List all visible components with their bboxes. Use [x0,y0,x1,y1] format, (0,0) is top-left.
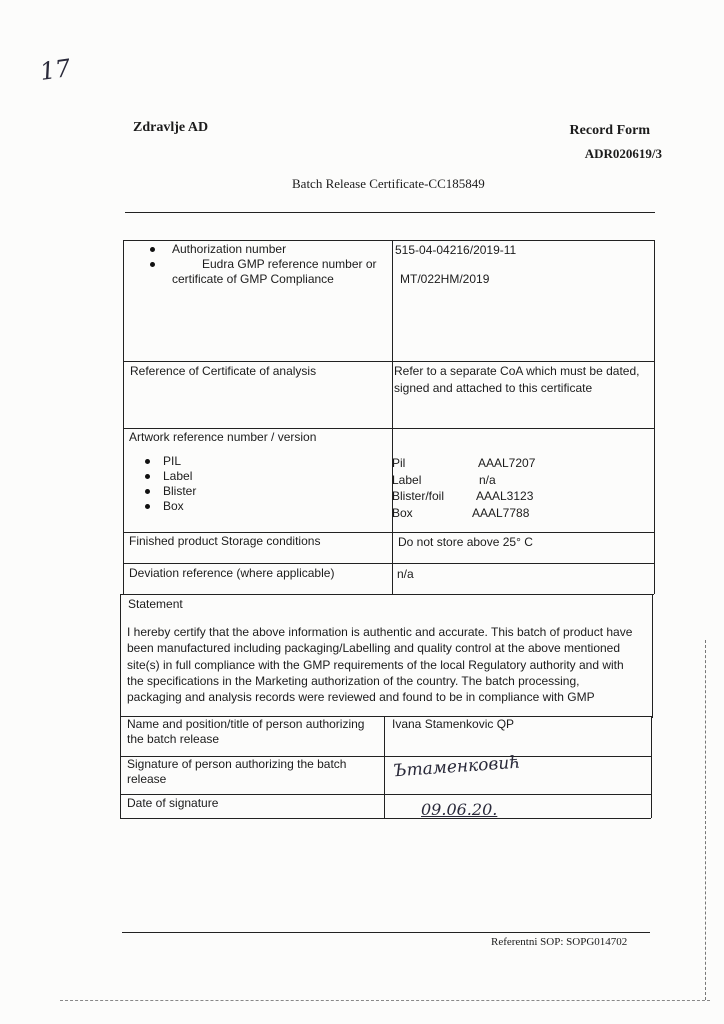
signature-label-line-2: release [127,772,167,786]
storage-label: Finished product Storage conditions [129,534,321,548]
authorizer-name: Ivana Stamenkovic QP [392,717,515,731]
form-code: ADR020619/3 [584,146,662,161]
statement-line: packaging and analysis records were reviewed and found to be in compliance with GMP [127,690,595,705]
header-rule [125,212,655,213]
scan-edge-right [705,640,706,1000]
artwork-items [145,454,196,514]
statement-text [127,624,649,705]
artwork-label-ref: n/a [479,473,496,487]
artwork-item-box: Box [163,499,184,513]
authorizer-label-line-1: Name and position/title of person authorizing [127,717,365,731]
coa-label: Reference of Certificate of analysis [130,364,317,378]
artwork-box-name: Box [392,506,413,520]
sop-reference: Referentni SOP: SOPG014702 [491,936,628,948]
artwork-blister-ref: AAAL3123 [476,489,534,503]
coa-value-line-2: signed and attached to this certificate [394,381,593,395]
eudra-gmp-label: Eudra GMP reference number or [202,257,377,271]
signature-label-line-1: Signature of person authorizing the batch [127,757,347,771]
date-label: Date of signature [127,796,219,810]
document-title: Batch Release Certificate-CC185849 [292,176,485,191]
deviation-label: Deviation reference (where applicable) [129,566,335,580]
gmp-compliance-label: certificate of GMP Compliance [172,272,334,286]
handwritten-page-number: 17 [38,54,73,86]
footer-rule [122,932,650,933]
coa-value-line-1: Refer to a separate CoA which must be dated, [394,364,640,378]
authorization-labels [150,242,390,287]
artwork-item-pil: PIL [163,454,182,468]
authorizer-label [127,717,364,747]
authorization-number-label: Authorization number [172,242,287,256]
statement-line: I hereby certify that the above information is authentic and accurate. This batch of product have [127,625,633,639]
handwritten-signature: Ътаменковић [392,752,521,782]
authorization-number-value: 515-04-04216/2019-11 [395,243,517,257]
storage-value: Do not store above 25° C [398,535,533,549]
artwork-item-blister: Blister [163,484,197,498]
artwork-pil-ref: AAAL7207 [478,456,536,470]
company-name: Zdravlje AD [133,120,209,135]
artwork-label-name: Label [392,473,422,487]
statement-line: been manufactured including packaging/Labelling and quality control at the above mentioned [127,641,621,656]
scan-edge-line [60,1000,710,1001]
signature-label [127,757,346,787]
artwork-blister-name: Blister/foil [392,489,445,503]
artwork-box-ref: AAAL7788 [472,506,530,520]
handwritten-date: 09.06.20. [421,800,498,819]
statement-line: site(s) in full compliance with the GMP requirements of the local Regulatory authority and with [127,657,624,672]
artwork-pil-name: Pil [392,456,406,470]
gmp-reference-value: MT/022HM/2019 [400,272,490,286]
statement-line: the specifications in the Marketing authorization of the country. The batch processing, [127,673,580,688]
record-form-label: Record Form [569,123,650,138]
authorizer-label-line-2: the batch release [127,732,220,746]
artwork-label: Artwork reference number / version [129,430,317,444]
statement-label: Statement [128,597,183,611]
artwork-item-label: Label [163,469,193,483]
deviation-value: n/a [397,567,414,581]
